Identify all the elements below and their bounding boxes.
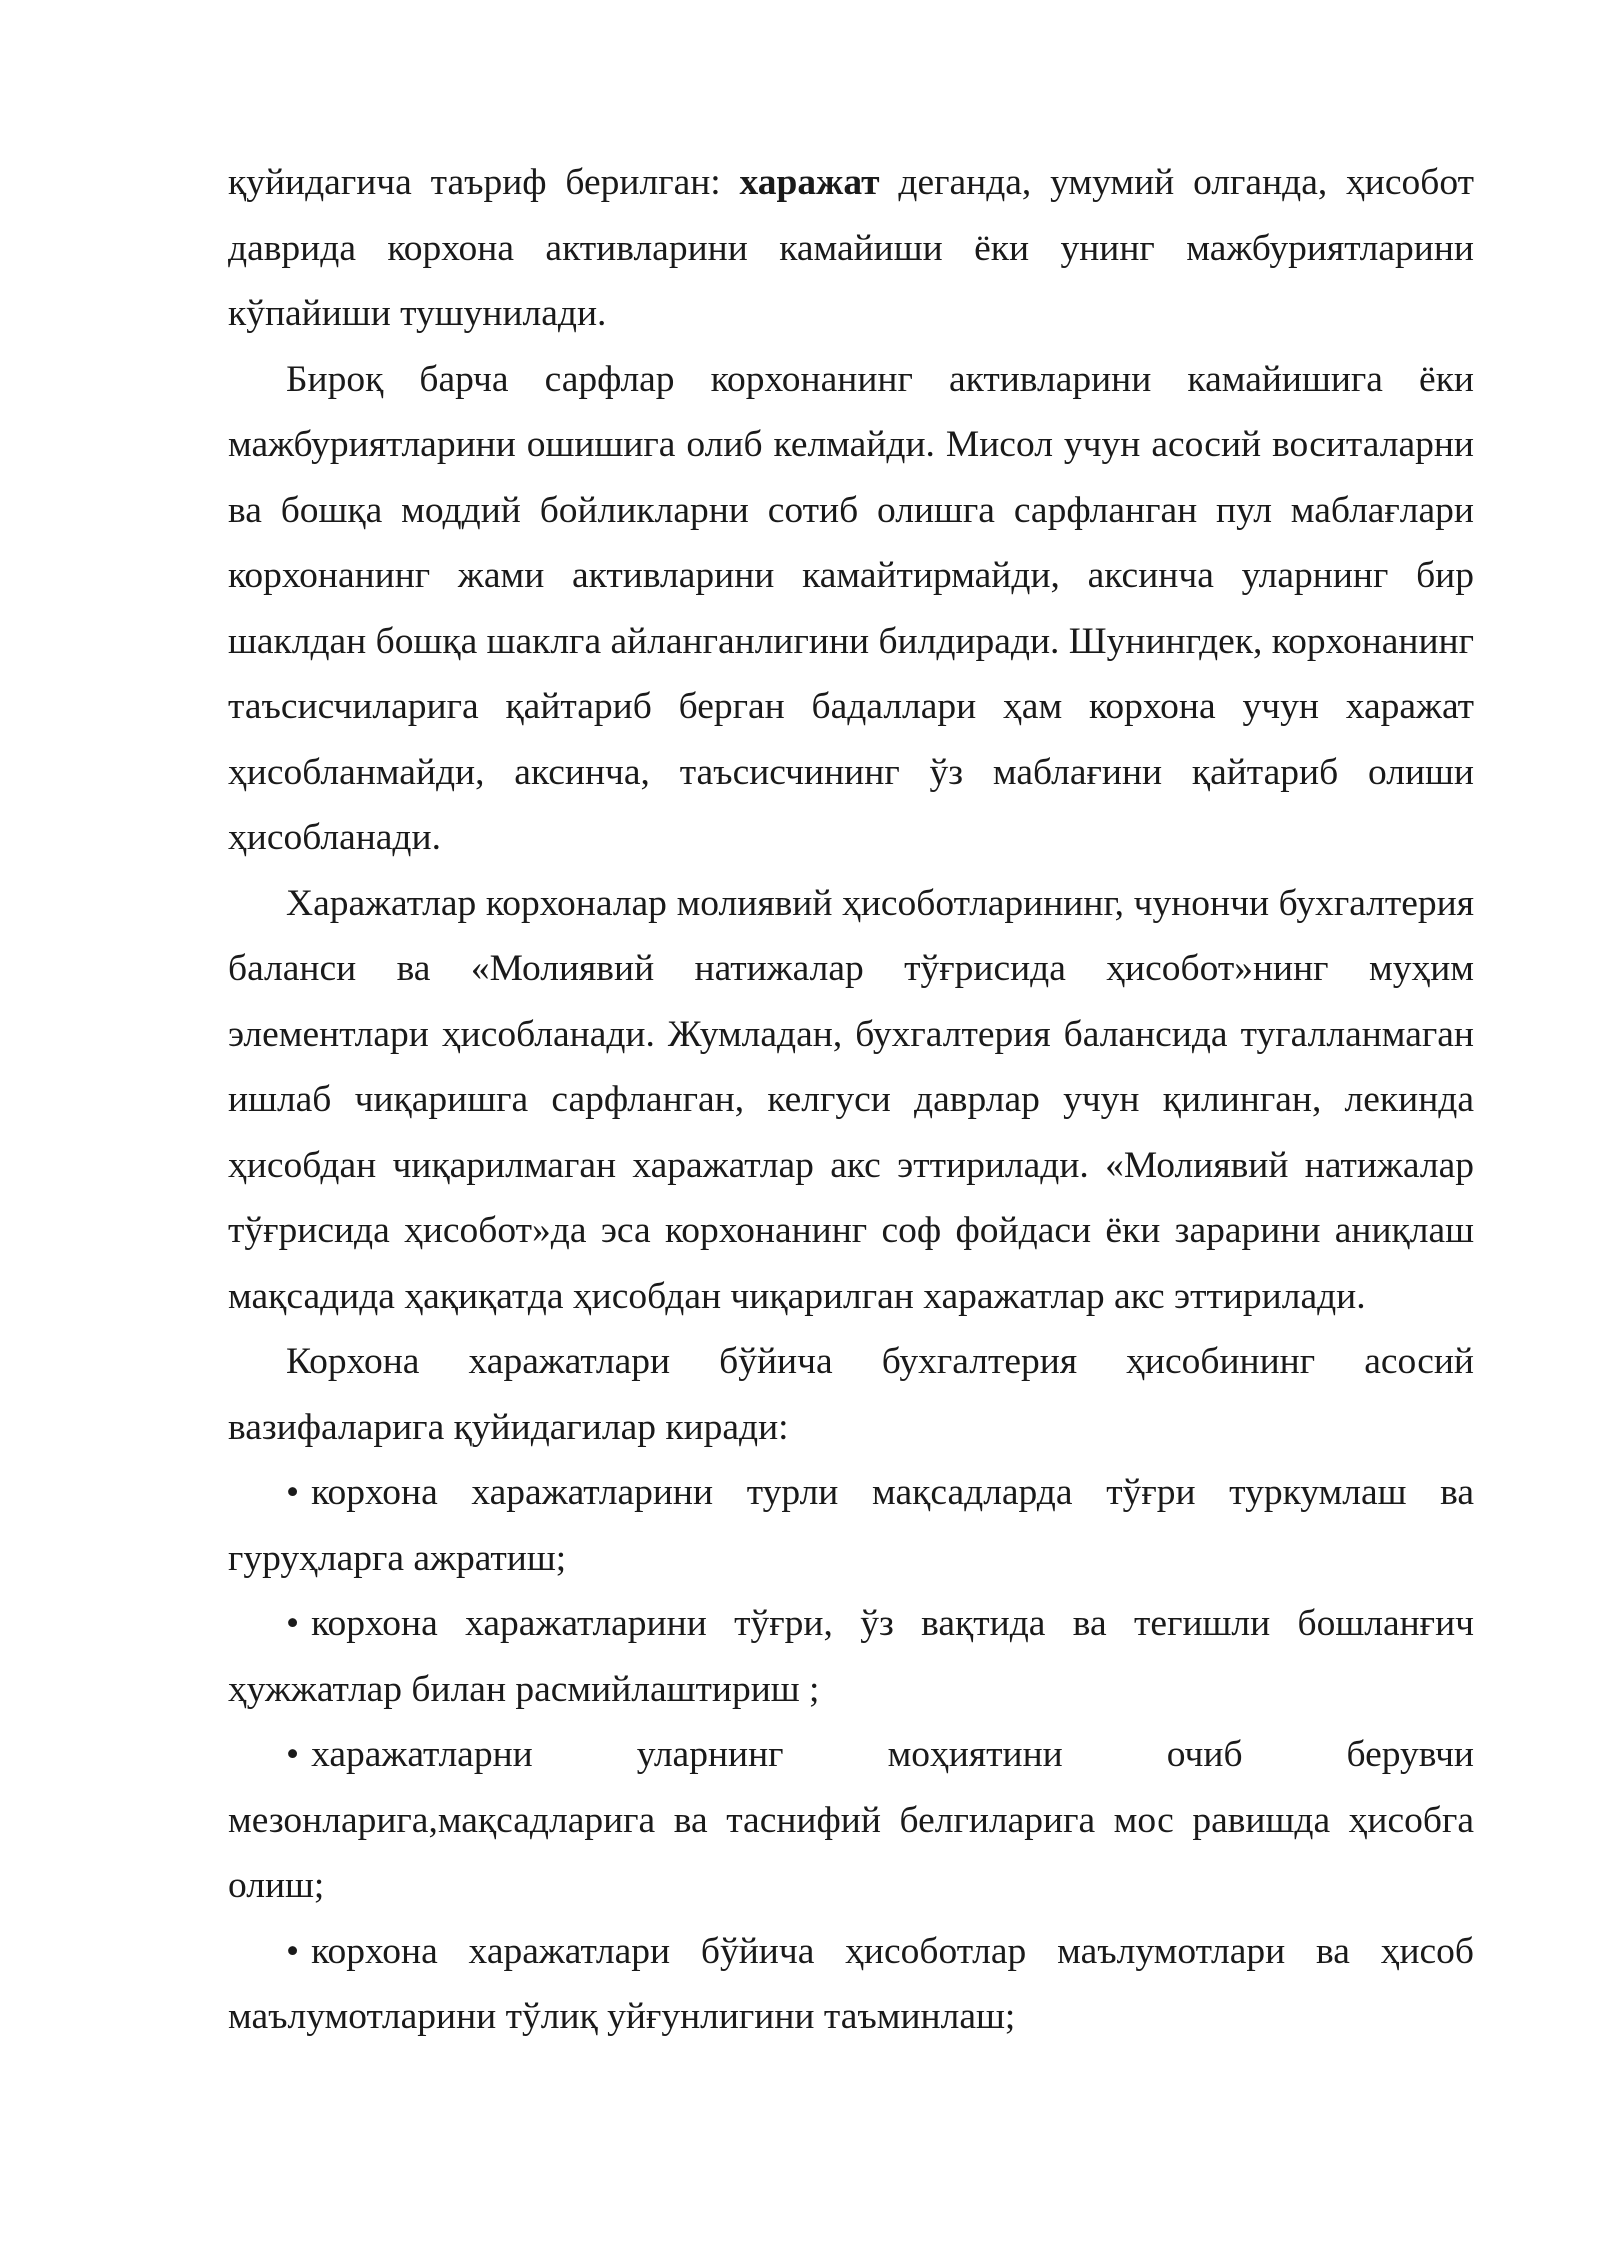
paragraph-accounting-tasks: Корхона харажатлари бўйича бухгалтерия ҳисобининг асосий вазифаларига қуйидагилар киради: [228, 1341, 1474, 1448]
bullet-icon: • [286, 1734, 300, 1775]
list-item-text: корхона харажатларини тўғри, ўз вақтида ва тегишли бошланғич ҳужжатлар билан расмийлаштириш ; [228, 1603, 1474, 1710]
bullet-icon: • [286, 1472, 300, 1513]
list-item-text: корхона харажатлари бўйича ҳисоботлар маълумотлари ва ҳисоб маълумотларини тўлиқ уйғунлигини таъминлаш; [228, 1930, 1474, 2037]
bullet-icon: • [286, 1603, 300, 1644]
list-item [228, 1722, 1474, 1919]
list-item-text: корхона харажатларини турли мақсадларда тўғри туркумлаш ва гуруҳларга ажратиш; [228, 1472, 1474, 1579]
list-item-text: харажатларни уларнинг моҳиятини очиб берувчи мезонларига,мақсадларига ва таснифий белгиларига мос равишда ҳисобга олиш; [228, 1734, 1474, 1906]
bullet-icon: • [286, 1930, 300, 1972]
paragraph-text: қуйидагича таъриф берилган: [228, 162, 740, 203]
list-item [228, 1591, 1474, 1722]
list-item [228, 1919, 1474, 2050]
paragraph-text: деганда, умумий олганда, ҳисобот даврида корхона активларини камайиши ёки унинг мажбуриятларини кўпайиши тушунилади. [228, 162, 1474, 334]
document-page [228, 150, 1474, 2050]
bold-term: харажат [739, 162, 880, 203]
paragraph-expense-definition [228, 150, 1474, 347]
list-item [228, 1460, 1474, 1591]
paragraph-spending-not-expense: Бироқ барча сарфлар корхонанинг активларини камайишига ёки мажбуриятларини ошишига олиб келмайди. Мисол учун асосий воситаларни ва бошқа моддий бойликларни сотиб олишга сарфланган пул маблағлари корхонанинг жами активларини камайтирмайди, аксинча уларнинг бир шаклдан бошқа шаклга айланганлигини билдиради. Шунингдек, корхонанинг таъсисчиларига қайтариб берган бадаллари ҳам корхона учун харажат ҳисобланмайди, аксинча, таъсисчининг ўз маблағини қайтариб олиши ҳисобланади. [228, 358, 1474, 858]
paragraph-financial-statements: Харажатлар корхоналар молиявий ҳисоботларининг, чунончи бухгалтерия баланси ва «Молиявий натижалар тўғрисида ҳисобот»нинг муҳим элементлари ҳисобланади. Жумладан, бухгалтерия балансида тугалланмаган ишлаб чиқаришга сарфланган, келгуси даврлар учун қилинган, лекинда ҳисобдан чиқарилмаган харажатлар акс эттирилади. «Молиявий натижалар тўғрисида ҳисобот»да эса корхонанинг соф фойдаси ёки зарарини аниқлаш мақсадида ҳақиқатда ҳисобдан чиқарилган харажатлар акс эттирилади. [228, 882, 1474, 1317]
